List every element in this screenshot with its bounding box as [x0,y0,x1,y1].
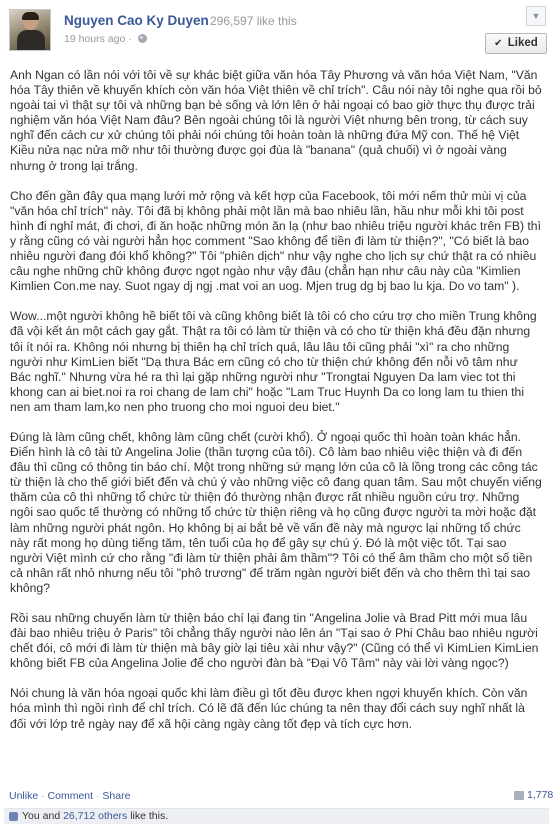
globe-icon[interactable] [138,34,147,43]
post-time[interactable]: 19 hours ago [64,33,126,45]
action-separator: · [93,790,103,802]
chevron-down-icon[interactable]: ▼ [526,6,546,26]
like-text-suffix: like this. [127,810,169,822]
like-summary [4,808,549,824]
check-icon: ✔ [494,38,503,49]
share-link[interactable]: Share [102,790,131,802]
share-icon [514,791,524,800]
liked-button[interactable] [485,33,547,54]
thumbs-up-icon [9,812,18,821]
avatar-body-shape [17,30,45,51]
post-paragraph-6: Nói chung là văn hóa ngoại quốc khi làm điều gì tốt đều được khen ngợi khuyến khích. Còn văn hóa mình thì ngồi rình để chỉ trích. Có lẽ đã đến lúc chúng ta nên thay đổi cách suy nghĩ nhất là đối với lớp trẻ ngày nay để xã hội càng ngày càng tốt đẹp và tích cực hơn. [10,686,528,731]
page-likes-count: 296,597 like this [210,14,297,28]
post-actions [9,790,130,802]
share-count[interactable]: 1,778 [527,789,553,801]
avatar-hair-shape [22,12,39,20]
post-paragraph-5: Rồi sau những chuyến làm từ thiện báo chí lại đang tin "Angelina Jolie và Brad Pitt mới mua lâu đài bao nhiêu triệu ở Paris" tôi chẳng thấy người nào lên án "Tại sao ở Phi Châu bao nhiêu người chết đói, cô mới đi làm từ thiện mà bây giờ lại tiêu xài như vậy?" (Cũng có thể vì KimLien KimLien không biết FB của Angelina Jolie để cho người đàn bà "Đại Vô Tâm" này vài lời vàng ngọc?) [10,611,539,671]
post-paragraph-1: Anh Ngan có lần nói với tôi về sự khác biệt giữa văn hóa Tây Phương và văn hóa Việt Nam, "Văn hóa Tây thiên về khuyến khích còn văn hóa Việt thiên về chỉ trích". Câu nói này tôi nghe qua rồi bỏ ngoài tai vì thật sự tôi và những bạn bè sống và lớn lên ở hải ngoại có bao giờ thực thụ được trải nghiệm văn hóa Việt Nam đâu? Bên ngoài chúng tôi là người Việt nhưng bên trong, từ cách suy nghĩ đến cách cư xử chúng tôi phải nói chúng tôi hoàn toàn là những đứa Mỹ con. Thế hệ Việt Kiều nửa nạc nửa mỡ như tôi thường được gọi đùa là "banana" (quả chuối) vì ở ngoài vàng nhưng ở trong lại trắng. [10,68,542,173]
like-text-prefix: You and [22,810,64,822]
like-summary-text [22,810,168,822]
post-paragraph-2: Cho đến gần đây qua mạng lưới mở rộng và kết hợp của Facebook, tôi mới nếm thử mùi vị của "văn hóa chỉ trích" này. Tôi đã bị không phải một lần mà bao nhiêu lần, hầu như mỗi khi tôi post hình đi nghỉ mát, đi chơi, đi ăn hoặc những món ăn lạ (như bao nhiêu triệu người khác trên FB) thì y rằng cũng có vài người hẳn học comment "Sao không để tiền đi làm từ thiện?", "Có biết là bao nhiêu người đang đói khổ không?" Tôi "phiên dịch" như vậy nghe cho lịch sự chứ thật ra có nhiều câu nghe những chữ không được ngọt ngào như vậy đâu (chẳn hạn như câu này của "Kimlien Kimlien Con.me nay. Suot ngay dj ngj .mat voi an uog. Mjen trug dg bj bao lu kja. Do vo tam" ). [10,188,541,294]
post-content [10,68,542,747]
post-footer [0,786,553,824]
post-meta [64,33,147,45]
action-separator: · [38,790,48,802]
post-paragraph-4: Đúng là làm cũng chết, không làm cũng chết (cười khổ). Ở ngoại quốc thì hoàn toàn khác hẳn. Điển hình là cô tài tử Angelina Jolie (thần tượng của tôi). Cô làm bao nhiêu việc thiện và đi đến đâu thì cũng có thông tin báo chí. Một trong những sứ mạng lớn của cô là lồng trong các công tác từ thiện là cho thế giới biết đến và chú ý vào những việc cô đang quan tâm. Sau một chuyến viếng thăm của cô thì những tổ chức từ thiện đó thường nhận được rất nhiều nguồn cứu trợ. Những ngôi sao quốc tế thường có những tổ chức từ thiện riêng và họ cũng được người ta mời hoặc đặt làm những người phát ngôn. Họ không bị ai bắt bẻ về vấn đề này mà ngược lại những tổ chức này rất mong họ dùng tiếng tăm, tên tuổi của họ để gây sự chú ý. Đó là một việc tốt. Tại sao người Việt mình cứ cho rằng "đi làm từ thiện phải âm thầm"? Tôi có thể âm thầm cho một số tiền cả nhân rất nhỏ nhưng nếu tôi "phô trương" để trăm ngàn người biết đến và cho thêm thì tại sao không? [10,429,542,595]
comment-link[interactable]: Comment [47,790,94,802]
post-paragraph-3: Wow...một người không hề biết tôi và cũng không biết là tôi có cho cứu trợ cho miền Trung không đã vội kết án một cách gay gắt. Thật ra tôi có làm từ thiện và có cho từ thiện khá đều đặn nhưng tôi ít nói ra. Không nói nhưng bị thiên hạ chỉ trích quá, lâu lâu tôi cũng phải "xì" ra cho những người như KimLien biết "Dạ thưa Bác em cũng có cho từ thiện chứ không đến nỗi vô tâm như Bác nghĩ." Nhưng vừa hé ra thì lại gặp những người như "Trongtai Nguyen Da lam viec tot thi khong can ai biet.noi ra roi chang de lam chi" hoặc "Lam Truc Huynh Da co long lam tu thien thi nen am tham lam,ko nen pho truong cho moi nguoi deu biet." [10,309,537,414]
post-header [0,0,553,58]
liked-label: Liked [507,37,538,49]
unlike-link[interactable]: Unlike [9,790,39,802]
meta-separator: · [128,33,132,45]
page-avatar[interactable] [9,9,51,51]
page-name-link[interactable]: Nguyen Cao Ky Duyen [64,13,209,28]
like-others-link[interactable]: 26,712 others [63,810,128,822]
